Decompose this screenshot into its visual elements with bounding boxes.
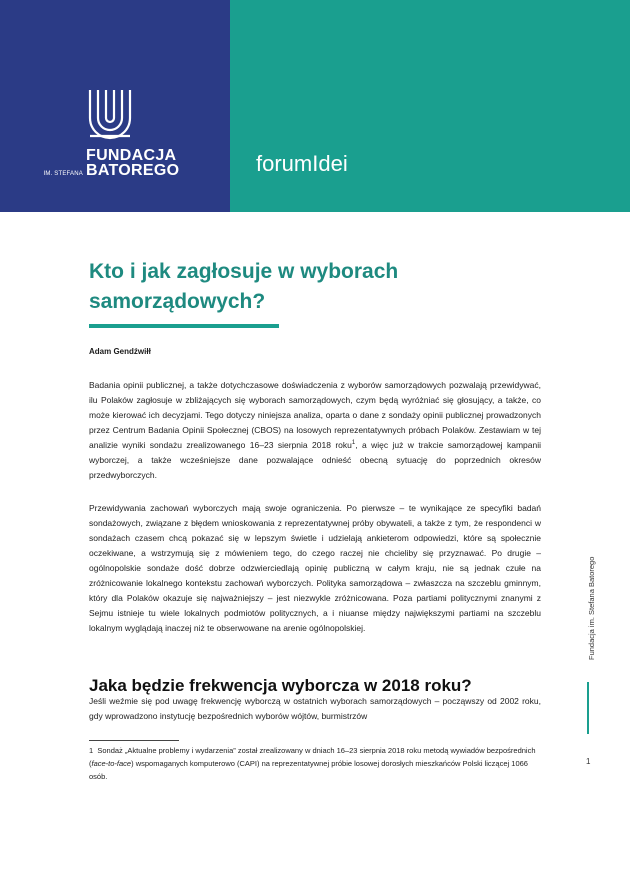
paragraph-intro — [89, 378, 541, 483]
article-title: Kto i jak zagłosuje w wyborach samorządowych? — [89, 260, 399, 313]
series-name: forumIdei — [256, 151, 348, 176]
paragraph-intro-text-a: Badania opinii publicznej, a także dotychczasowe doświadczenia z wyborów samorządowych pozwalają przewidywać, ilu Polaków zagłosuje w zbliżających się wyborach samorządowych, czym będą wyróżniać się głosujący, a także, co może kierować ich decyzjami. Tego dotyczy niniejsza analiza, oparta o dane z sondaży opinii publicznej prowadzonych przez Centrum Badania Opinii Społecznej (CBOS) na losowych reprezentatywnych próbach Polaków. Zestawiam w tej analizie wyniki sondażu zrealizowanego 16–23 sierpnia 2018 roku — [89, 380, 541, 450]
footnote-ref[interactable]: 1 — [351, 440, 356, 447]
footnote-number: 1 — [89, 746, 94, 755]
title-underline — [89, 324, 279, 328]
paragraph-turnout: Jeśli weźmie się pod uwagę frekwencję wyborczą w ostatnich wyborach samorządowych – począwszy od 2002 roku, gdy wprowadzono instytucję bezpośrednich wyborów wójtów, burmistrzów — [89, 696, 541, 721]
article-author: Adam Gendźwiłł — [89, 347, 151, 356]
section-heading: Jaka będzie frekwencja wyborcza w 2018 roku? — [89, 676, 472, 695]
paragraph-intro-text-b: , a więc już w trakcie samorządowej kampanii wyborczej, a także wcześniejsze dane pozwalające odnieść obecną sytuację do poprzednich okresów przedwyborczych. — [89, 440, 541, 480]
header-banner-navy — [0, 0, 230, 212]
footnote-divider — [89, 740, 179, 741]
paragraph-limitations: Przewidywania zachowań wyborczych mają swoje ograniczenia. Po pierwsze – te wynikające ze specyfiki badań sondażowych, związane z błędem wnioskowania z reprezentatywnej próby obywateli, a także z tym, że respondenci w sondażach czasem chcą pokazać się w lepszym świetle i udzielają ankieterom odpowiedzi, które są społecznie oczekiwane, a wstrzymują się z mówieniem tego, do czego raczej nie chcieliby się przyznawać. Po drugie – ogólnopolskie sondaże dość dobrze odzwierciedlają opinię publiczną w całym kraju, nie są jednak czułe na zróżnicowanie lokalnego kontekstu zachowań wyborczych. Polityka samorządowa – zwłaszcza na szczeblu gminnym, który dla Polaków okazuje się najważniejszy – jest niezwykle zróżnicowana. Poza partiami politycznymi znanymi z Sejmu istnieje tu wiele lokalnych podmiotów politycznych, a i niuanse między największymi partiami na szczeblu lokalnym wyglądają inaczej niż te obserwowane na arenie ogólnopolskiej. — [89, 503, 541, 633]
footnote — [89, 744, 544, 783]
page-number: 1 — [586, 757, 591, 766]
side-accent-rule — [587, 682, 589, 734]
footnote-text-italic: face-to-face — [91, 759, 132, 768]
header-banner-teal — [230, 0, 630, 212]
logo-wordmark-line2: BATOREGO — [86, 162, 180, 179]
foundation-logo-icon — [86, 88, 134, 140]
logo-wordmark-line1: FUNDACJA — [86, 147, 177, 164]
logo-wordmark-sub: IM. STEFANA — [43, 171, 83, 177]
footnote-text-a: Sondaż „Aktualne problemy i wydarzenia” został zrealizowany w dniach 16–23 sierpnia 2018 roku metodą wywiadów bezpośrednich ( — [89, 746, 536, 768]
running-side-text: Fundacja im. Stefana Batorego — [587, 556, 596, 660]
footnote-text-b: ) wspomaganych komputerowo (CAPI) na reprezentatywnej próbie losowej dorosłych mieszkańców Polski liczącej 1066 osób. — [89, 759, 528, 781]
